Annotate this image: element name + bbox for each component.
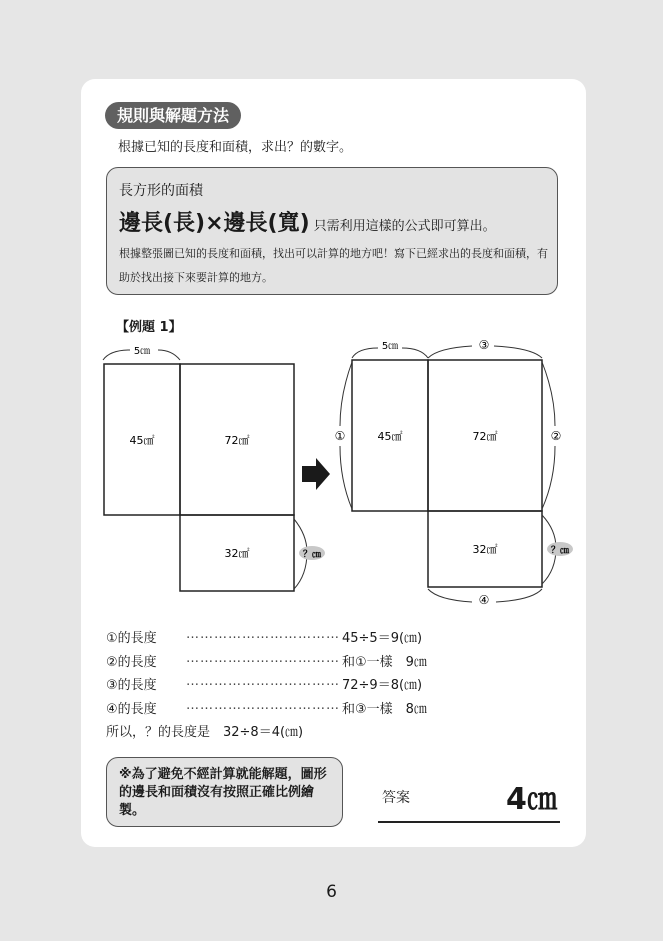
step-label: ④的長度 [106,701,157,717]
step-label: ②的長度 [106,654,157,670]
area-45-right: 45㎠ [377,430,403,443]
arrow-icon [302,458,330,490]
length-5cm-right: 5㎝ [381,341,399,352]
instruction-text: 根據已知的長度和面積，求出？的數字。 [118,140,353,155]
example-label: 【例題 1】 [116,320,182,335]
brace-top-3-right [494,346,542,358]
brace-top-5-left [352,348,378,358]
step-calc: 45÷5＝9(㎝) [342,631,423,646]
rule-heading: 長方形的面積 [119,183,203,199]
brace-top-5-right [402,348,428,358]
brace-2-bottom [542,446,555,509]
brace-right-top [158,350,180,360]
step-dots: …………………………… [186,650,340,666]
brace-left-top [103,350,130,360]
brace-1-top [340,362,352,426]
answer-underline [378,821,560,823]
length-5cm-left: 5㎝ [133,346,151,357]
area-72-left: 72㎠ [224,434,250,447]
marker-4: ④ [478,593,490,607]
step-calc: 和①一樣 9㎝ [342,654,427,670]
area-32-right: 32㎠ [472,543,498,556]
brace-2-top [542,362,555,426]
conclusion: 所以，？的長度是 32÷8＝4(㎝) [106,725,304,740]
step-calc: 72÷9＝8(㎝) [342,678,423,693]
step-label: ①的長度 [106,631,157,646]
step-label: ③的長度 [106,678,157,693]
step-dots: …………………………… [186,674,340,689]
note-box [106,757,343,827]
unknown-left: ？㎝ [302,550,322,560]
step-calc: 和③一樣 8㎝ [342,701,427,717]
rule-body: 根據整張圖已知的長度和面積，找出可以計算的地方吧！寫下已經求出的長度和面積，有助於找出接下來要計算的地方。 [119,247,548,284]
area-45-left: 45㎠ [129,434,155,447]
brace-1-bottom [340,446,352,509]
area-72-right: 72㎠ [472,430,498,443]
step-dots: …………………………… [186,627,340,642]
marker-3: ③ [478,338,490,352]
marker-2: ② [550,429,562,443]
note-text: ※為了避免不經計算就能解題，圖形的邊長和面積沒有按照正確比例繪製。 [119,767,327,818]
page-number: 6 [326,882,337,902]
brace-top-3-left [428,346,472,358]
marker-1: ① [334,429,346,443]
section-title: 規則與解題方法 [105,102,241,129]
formula-note: 只需利用這樣的公式即可算出。 [313,219,496,234]
area-32-left: 32㎠ [224,547,250,560]
formula-text: 邊長(長)×邊長(寬) [119,211,310,236]
brace-4-right [496,589,542,602]
answer-value: 4㎝ [506,782,557,817]
answer-label: 答案 [382,790,410,806]
brace-4-left [428,589,472,602]
step-dots: …………………………… [186,697,340,713]
unknown-right: ？㎝ [550,546,570,556]
